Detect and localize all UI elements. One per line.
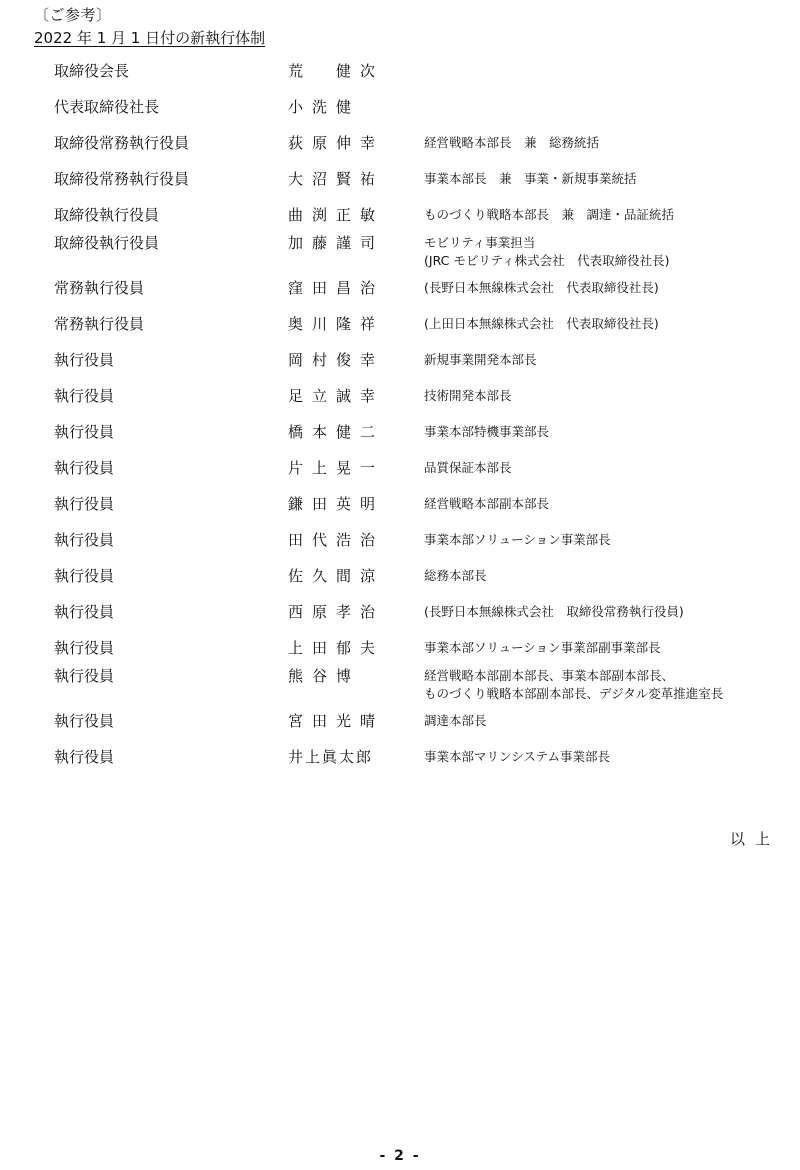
executive-name: 西原孝治 <box>288 603 385 621</box>
executive-title: 取締役執行役員 <box>54 206 160 224</box>
page-heading: 2022 年 1 月 1 日付の新執行体制 <box>34 29 266 47</box>
executive-role <box>424 495 549 513</box>
executive-role <box>424 279 659 297</box>
roster-row <box>0 168 800 208</box>
role-line: (長野日本無線株式会社 代表取締役社長) <box>424 280 659 295</box>
executive-name: 宮田光晴 <box>288 712 385 730</box>
roster-row <box>0 132 800 172</box>
executive-name: 橋本健二 <box>288 423 385 441</box>
role-line: ものづくり戦略本部長 兼 調達・品証統括 <box>424 207 675 222</box>
roster-row <box>0 665 800 709</box>
executive-title: 執行役員 <box>54 639 115 657</box>
page-number: - 2 - <box>379 1148 421 1164</box>
executive-title: 執行役員 <box>54 387 115 405</box>
executive-role <box>424 423 549 441</box>
executive-role <box>424 134 599 152</box>
executive-name: 荒 健次 <box>288 62 385 80</box>
executive-role <box>424 206 674 224</box>
executive-title: 執行役員 <box>54 531 115 549</box>
executive-name: 岡村俊幸 <box>288 351 385 369</box>
executive-title: 取締役常務執行役員 <box>54 134 190 152</box>
role-line: 総務本部長 <box>424 568 487 583</box>
executive-role <box>424 170 637 188</box>
executive-title: 執行役員 <box>54 567 115 585</box>
roster-row <box>0 601 800 641</box>
executive-role <box>424 531 611 549</box>
roster-row <box>0 565 800 605</box>
executive-title: 執行役員 <box>54 495 115 513</box>
role-line: ものづくり戦略本部副本部長、デジタル変革推進室長 <box>424 686 724 701</box>
reference-note: 〔ご参考〕 <box>34 6 112 24</box>
roster-row <box>0 746 800 786</box>
executive-name: 田代浩治 <box>288 531 385 549</box>
executive-role <box>424 748 610 766</box>
role-line: 事業本部ソリューション事業部副事業部長 <box>424 640 661 655</box>
executive-title: 執行役員 <box>54 748 115 766</box>
executive-title: 執行役員 <box>54 459 115 477</box>
role-line: (長野日本無線株式会社 取締役常務執行役員) <box>424 604 684 619</box>
closing-mark: 以上 <box>730 830 781 848</box>
role-line: (JRC モビリティ株式会社 代表取締役社長) <box>424 253 670 268</box>
executive-role <box>424 712 487 730</box>
role-line: 事業本部マリンシステム事業部長 <box>424 749 610 764</box>
executive-name: 片上晃一 <box>288 459 385 477</box>
executive-role <box>424 459 512 477</box>
roster-row <box>0 385 800 425</box>
executive-role <box>424 603 684 621</box>
roster-row <box>0 457 800 497</box>
executive-role <box>424 387 512 405</box>
executive-name: 井上眞太郎 <box>288 748 374 766</box>
executive-title: 常務執行役員 <box>54 279 145 297</box>
executive-name: 熊谷博 <box>288 667 361 685</box>
roster-row <box>0 277 800 317</box>
executive-title: 取締役常務執行役員 <box>54 170 190 188</box>
executive-name: 窪田昌治 <box>288 279 385 297</box>
role-line: 経営戦略本部長 兼 総務統括 <box>424 135 600 150</box>
executive-name: 足立誠幸 <box>288 387 385 405</box>
executive-role <box>424 567 487 585</box>
role-line: 新規事業開発本部長 <box>424 352 537 367</box>
role-line: 事業本部ソリューション事業部長 <box>424 532 611 547</box>
role-line: 事業本部長 兼 事業・新規事業統括 <box>424 171 637 186</box>
role-line: (上田日本無線株式会社 代表取締役社長) <box>424 316 659 331</box>
roster-row <box>0 349 800 389</box>
executive-name: 佐久間涼 <box>288 567 385 585</box>
executive-title: 執行役員 <box>54 667 115 685</box>
executive-name: 奥川隆祥 <box>288 315 385 333</box>
role-line: 事業本部特機事業部長 <box>424 424 550 439</box>
role-line: モビリティ事業担当 <box>424 235 536 250</box>
roster-row <box>0 60 800 100</box>
executive-name: 荻原伸幸 <box>288 134 385 152</box>
executive-role <box>424 639 661 657</box>
executive-name: 小洗健 <box>288 98 361 116</box>
role-line: 調達本部長 <box>424 713 487 728</box>
executive-name: 上田郁夫 <box>288 639 385 657</box>
role-line: 経営戦略本部副本部長、事業本部副本部長、 <box>424 668 675 683</box>
executive-name: 加藤謹司 <box>288 234 385 252</box>
executive-name: 大沼賢祐 <box>288 170 385 188</box>
executive-name: 鎌田英明 <box>288 495 385 513</box>
roster-row <box>0 313 800 353</box>
executive-title: 執行役員 <box>54 712 115 730</box>
executive-role <box>424 667 723 703</box>
executive-role <box>424 234 669 270</box>
roster-row <box>0 232 800 276</box>
executive-role <box>424 351 537 369</box>
executive-role <box>424 315 659 333</box>
roster-row <box>0 493 800 533</box>
executive-title: 取締役執行役員 <box>54 234 160 252</box>
executive-title: 代表取締役社長 <box>54 98 160 116</box>
role-line: 経営戦略本部副本部長 <box>424 496 550 511</box>
roster-row <box>0 96 800 136</box>
roster-row <box>0 529 800 569</box>
roster-row <box>0 421 800 461</box>
executive-title: 執行役員 <box>54 603 115 621</box>
role-line: 品質保証本部長 <box>424 460 512 475</box>
executive-name: 曲渕正敏 <box>288 206 385 224</box>
roster-row <box>0 710 800 750</box>
executive-title: 執行役員 <box>54 423 115 441</box>
executive-title: 常務執行役員 <box>54 315 145 333</box>
executive-title: 取締役会長 <box>54 62 130 80</box>
role-line: 技術開発本部長 <box>424 388 512 403</box>
executive-title: 執行役員 <box>54 351 115 369</box>
